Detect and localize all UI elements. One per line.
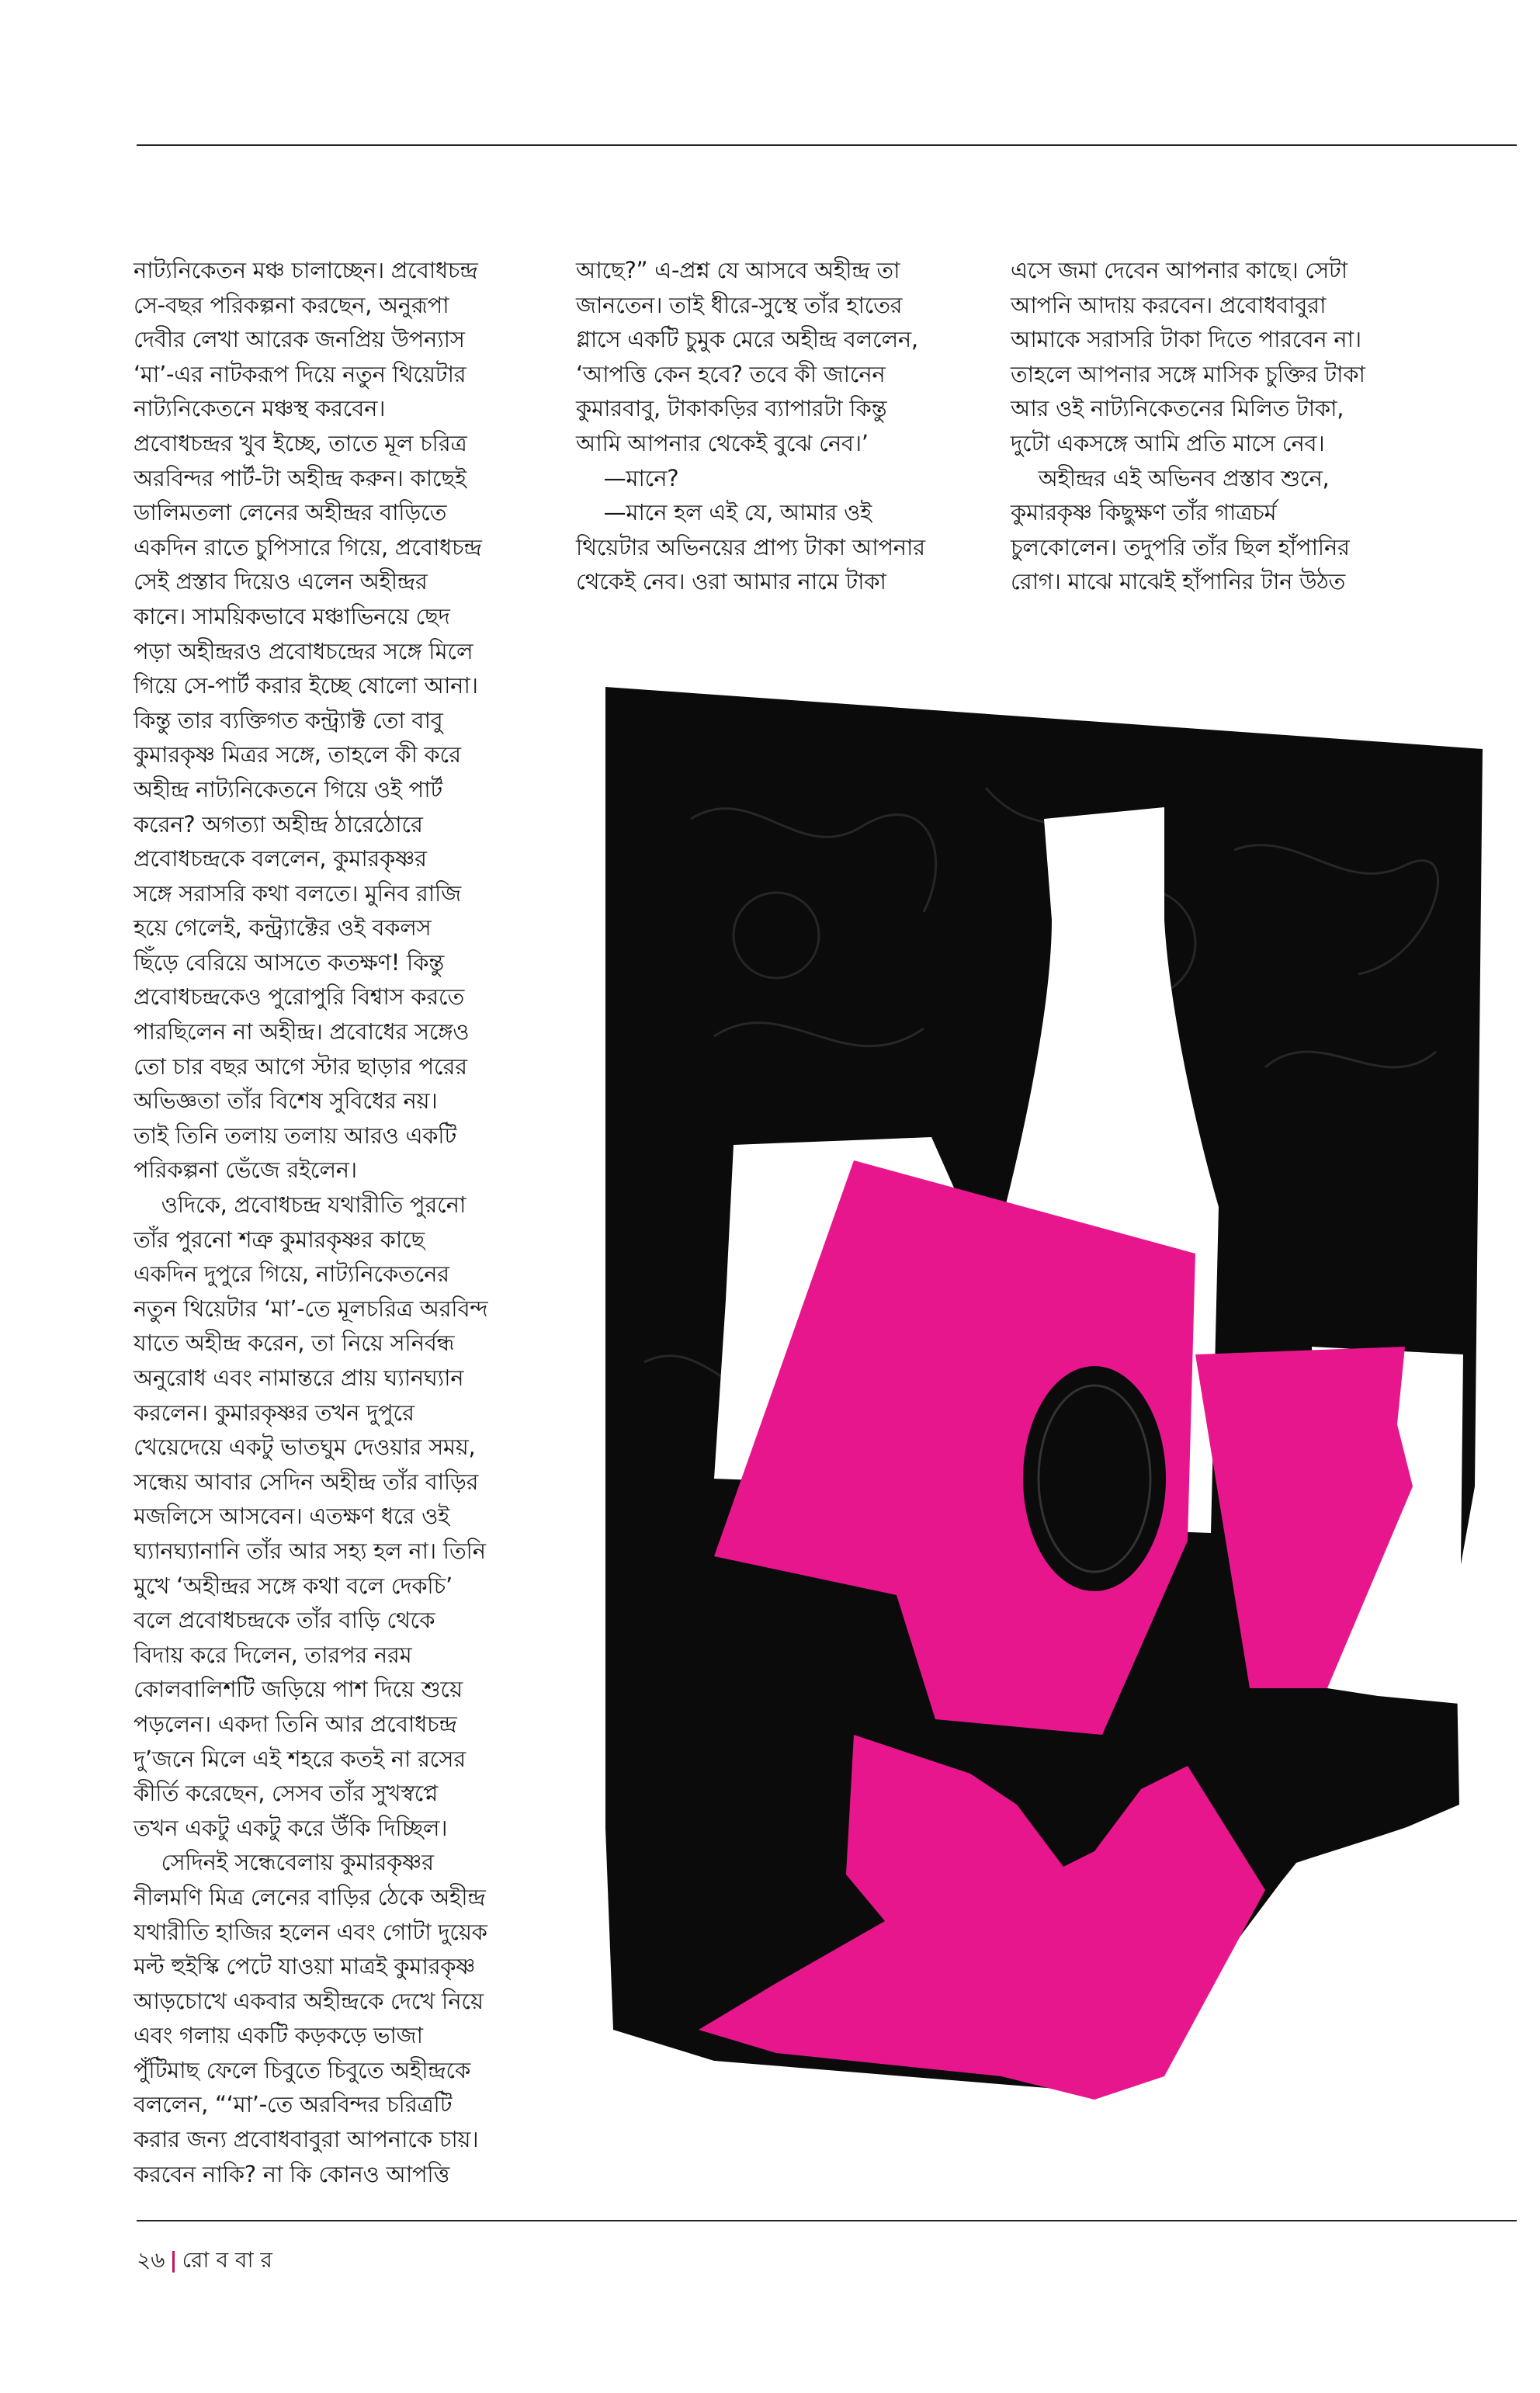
text-line: গ্লাসে একটি চুমুক মেরে অহীন্দ্র বললেন, — [576, 326, 918, 353]
text-line: বলে প্রবোধচন্দ্রকে তাঁর বাড়ি থেকে — [134, 1607, 435, 1634]
text-line: সে-বছর পরিকল্পনা করছেন, অনুরূপা — [134, 291, 449, 318]
text-line: আমাকে সরাসরি টাকা দিতে পারবেন না। — [1011, 326, 1361, 353]
text-line: ‘মা’-এর নাটকরূপ দিয়ে নতুন থিয়েটার — [134, 360, 467, 387]
text-line: করবেন নাকি? না কি কোনও আপত্তি — [134, 2160, 450, 2187]
text-line: ঘ্যানঘ্যানানি তাঁর আর সহ্য হল না। তিনি — [134, 1537, 486, 1564]
text-line: ডালিমতলা লেনের অহীন্দ্রর বাড়িতে — [134, 499, 447, 526]
text-line: কানে। সাময়িকভাবে মঞ্চাভিনয়ে ছেদ — [134, 602, 450, 629]
bottle-oval — [1023, 1366, 1166, 1591]
text-column-2 — [576, 253, 980, 599]
text-line: এবং গলায় একটি কড়কড়ে ভাজা — [134, 2022, 423, 2049]
text-line: অভিজ্ঞতা তাঁর বিশেষ সুবিধের নয়। — [134, 1087, 438, 1115]
text-line: চুলকোলেন। তদুপরি তাঁর ছিল হাঁপানির — [1011, 533, 1350, 560]
text-line: কোলবালিশটি জড়িয়ে পাশ দিয়ে শুয়ে — [134, 1676, 463, 1703]
illustration-svg — [598, 664, 1490, 2107]
text-line: হয়ে গেলেই, কন্ট্র্যাক্টের ওই বকলস — [134, 914, 432, 942]
text-line: আর ওই নাট্যনিকেতনের মিলিত টাকা, — [1011, 395, 1344, 422]
text-line: কুমারকৃষ্ণ মিত্রর সঙ্গে, তাহলে কী করে — [134, 741, 461, 768]
text-line: অহীন্দ্র নাট্যনিকেতনে গিয়ে ওই পার্ট — [134, 775, 442, 803]
text-line: —মানে? — [576, 464, 679, 491]
text-line: সঙ্গে সরাসরি কথা বলতে। মুনিব রাজি — [134, 879, 461, 907]
text-line: —মানে হল এই যে, আমার ওই — [576, 499, 872, 526]
text-line: প্রবোধচন্দ্রকে বললেন, কুমারকৃষ্ণর — [134, 845, 427, 872]
text-line: দু’জনে মিলে এই শহরে কতই না রসের — [134, 1745, 466, 1772]
text-line: এসে জমা দেবেন আপনার কাছে। সেটা — [1011, 257, 1348, 283]
text-line: অরবিন্দর পার্ট-টা অহীন্দ্র করুন। কাছেই — [134, 464, 467, 491]
footer-rule — [137, 2220, 1517, 2221]
text-line: বললেন, “‘মা’-তে অরবিন্দর চরিত্রটি — [134, 2091, 453, 2118]
text-line: পড়লেন। একদা তিনি আর প্রবোধচন্দ্র — [134, 1710, 457, 1737]
text-line: আপনি আদায় করবেন। প্রবোধবাবুরা — [1011, 291, 1327, 318]
text-line: বিদায় করে দিলেন, তারপর নরম — [134, 1641, 412, 1668]
text-line: তাহলে আপনার সঙ্গে মাসিক চুক্তির টাকা — [1011, 360, 1365, 387]
text-line: মজলিসে আসবেন। এতক্ষণ ধরে ওই — [134, 1503, 449, 1530]
text-line: অনুরোধ এবং নামান্তরে প্রায় ঘ্যানঘ্যান — [134, 1365, 464, 1391]
text-line: কুমারবাবু, টাকাকড়ির ব্যাপারটা কিন্তু — [576, 395, 887, 422]
text-line: আড়চোখে একবার অহীন্দ্রকে দেখে নিয়ে — [134, 1987, 484, 2014]
text-line: কিন্তু তার ব্যক্তিগত কন্ট্র্যাক্ট তো বাবু — [134, 706, 443, 734]
text-line: করলেন। কুমারকৃষ্ণর তখন দুপুরে — [134, 1399, 414, 1426]
text-line: প্রবোধচন্দ্রকেও পুরোপুরি বিশ্বাস করতে — [134, 983, 464, 1011]
text-line: নাট্যনিকেতনে মঞ্চস্থ করবেন। — [134, 395, 386, 422]
text-line: একদিন দুপুরে গিয়ে, নাট্যনিকেতনের — [134, 1261, 449, 1288]
text-line: রোগ। মাঝে মাঝেই হাঁপানির টান উঠত — [1011, 568, 1345, 595]
text-line: থিয়েটার অভিনয়ের প্রাপ্য টাকা আপনার — [576, 533, 925, 560]
text-line: সেদিনই সন্ধেবেলায় কুমারকৃষ্ণর — [134, 1849, 434, 1876]
text-line: পড়া অহীন্দ্ররও প্রবোধচন্দ্রের সঙ্গে মিলে — [134, 637, 473, 664]
text-column-3 — [1011, 253, 1445, 599]
text-line: করার জন্য প্রবোধবাবুরা আপনাকে চায়। — [134, 2126, 479, 2153]
text-line: মল্ট হুইস্কি পেটে যাওয়া মাত্রই কুমারকৃষ্ণ — [134, 1953, 476, 1980]
text-line: কীর্তি করেছেন, সেসব তাঁর সুখস্বপ্নে — [134, 1780, 439, 1807]
text-line: নীলমণি মিত্র লেনের বাড়ির ঠেকে অহীন্দ্র — [134, 1883, 486, 1910]
text-line: অহীন্দ্রর এই অভিনব প্রস্তাব শুনে, — [1011, 464, 1330, 491]
text-line: দুটো একসঙ্গে আমি প্রতি মাসে নেব। — [1011, 429, 1325, 456]
text-line: তো চার বছর আগে স্টার ছাড়ার পরের — [134, 1053, 467, 1080]
text-line: একদিন রাতে চুপিসারে গিয়ে, প্রবোধচন্দ্র — [134, 533, 482, 560]
text-line: প্রবোধচন্দ্রর খুব ইচ্ছে, তাতে মূল চরিত্র — [134, 429, 467, 456]
folio-separator: | — [169, 2247, 178, 2273]
text-line: পরিকল্পনা ভেঁজে রইলেন। — [134, 1157, 357, 1184]
text-line: সেই প্রস্তাব দিয়েও এলেন অহীন্দ্রর — [134, 568, 428, 595]
text-line: নতুন থিয়েটার ‘মা’-তে মূলচরিত্র অরবিন্দ — [134, 1295, 488, 1322]
text-line: ছিঁড়ে বেরিয়ে আসতে কতক্ষণ! কিন্তু — [134, 949, 444, 976]
text-line: পুঁটিমাছ ফেলে চিবুতে চিবুতে অহীন্দ্রকে — [134, 2056, 471, 2083]
page-number: ২৬ — [137, 2247, 165, 2273]
text-line: তাই তিনি তলায় তলায় আরও একটি — [134, 1122, 457, 1149]
text-line: ওদিকে, প্রবোধচন্দ্র যথারীতি পুরনো — [134, 1191, 467, 1219]
text-line: তখন একটু একটু করে উঁকি দিচ্ছিল। — [134, 1814, 448, 1841]
text-line: যথারীতি হাজির হলেন এবং গোটা দুয়েক — [134, 1918, 487, 1945]
text-line: ‘আপত্তি কেন হবে? তবে কী জানেন — [576, 360, 886, 387]
text-line: আছে?” এ-প্রশ্ন যে আসবে অহীন্দ্র তা — [576, 257, 900, 283]
text-line: জানতেন। তাই ধীরে-সুস্থে তাঁর হাতের — [576, 291, 903, 318]
text-line: মুখে ‘অহীন্দ্রর সঙ্গে কথা বলে দেকচি’ — [134, 1572, 453, 1599]
header-rule — [137, 144, 1517, 146]
text-line: সন্ধেয় আবার সেদিন অহীন্দ্র তাঁর বাড়ির — [134, 1468, 479, 1495]
text-line: তাঁর পুরনো শত্রু কুমারকৃষ্ণর কাছে — [134, 1226, 425, 1253]
text-line: খেয়েদেয়ে একটু ভাতঘুম দেওয়ার সময়, — [134, 1434, 476, 1461]
text-line: করেন? অগত্যা অহীন্দ্র ঠারেঠোরে — [134, 810, 423, 838]
text-line: থেকেই নেব। ওরা আমার নামে টাকা — [576, 568, 886, 595]
text-line: যাতে অহীন্দ্র করেন, তা নিয়ে সনির্বন্ধ — [134, 1330, 455, 1357]
text-line: নাট্যনিকেতন মঞ্চ চালাচ্ছেন। প্রবোধচন্দ্র — [134, 257, 478, 283]
text-line: আমি আপনার থেকেই বুঝে নেব।’ — [576, 429, 869, 456]
page-folio — [137, 2246, 272, 2274]
magazine-name: রো ব বা র — [182, 2247, 272, 2273]
text-line: দেবীর লেখা আরেক জনপ্রিয় উপন্যাস — [134, 326, 465, 353]
text-line: কুমারকৃষ্ণ কিছুক্ষণ তাঁর গাত্রচর্ম — [1011, 499, 1277, 526]
illustration-bottle-glasses — [598, 664, 1490, 2107]
text-line: পারছিলেন না অহীন্দ্র। প্রবোধের সঙ্গেও — [134, 1018, 470, 1046]
text-line: গিয়ে সে-পার্ট করার ইচ্ছে ষোলো আনা। — [134, 672, 478, 699]
text-column-1 — [134, 253, 553, 2191]
